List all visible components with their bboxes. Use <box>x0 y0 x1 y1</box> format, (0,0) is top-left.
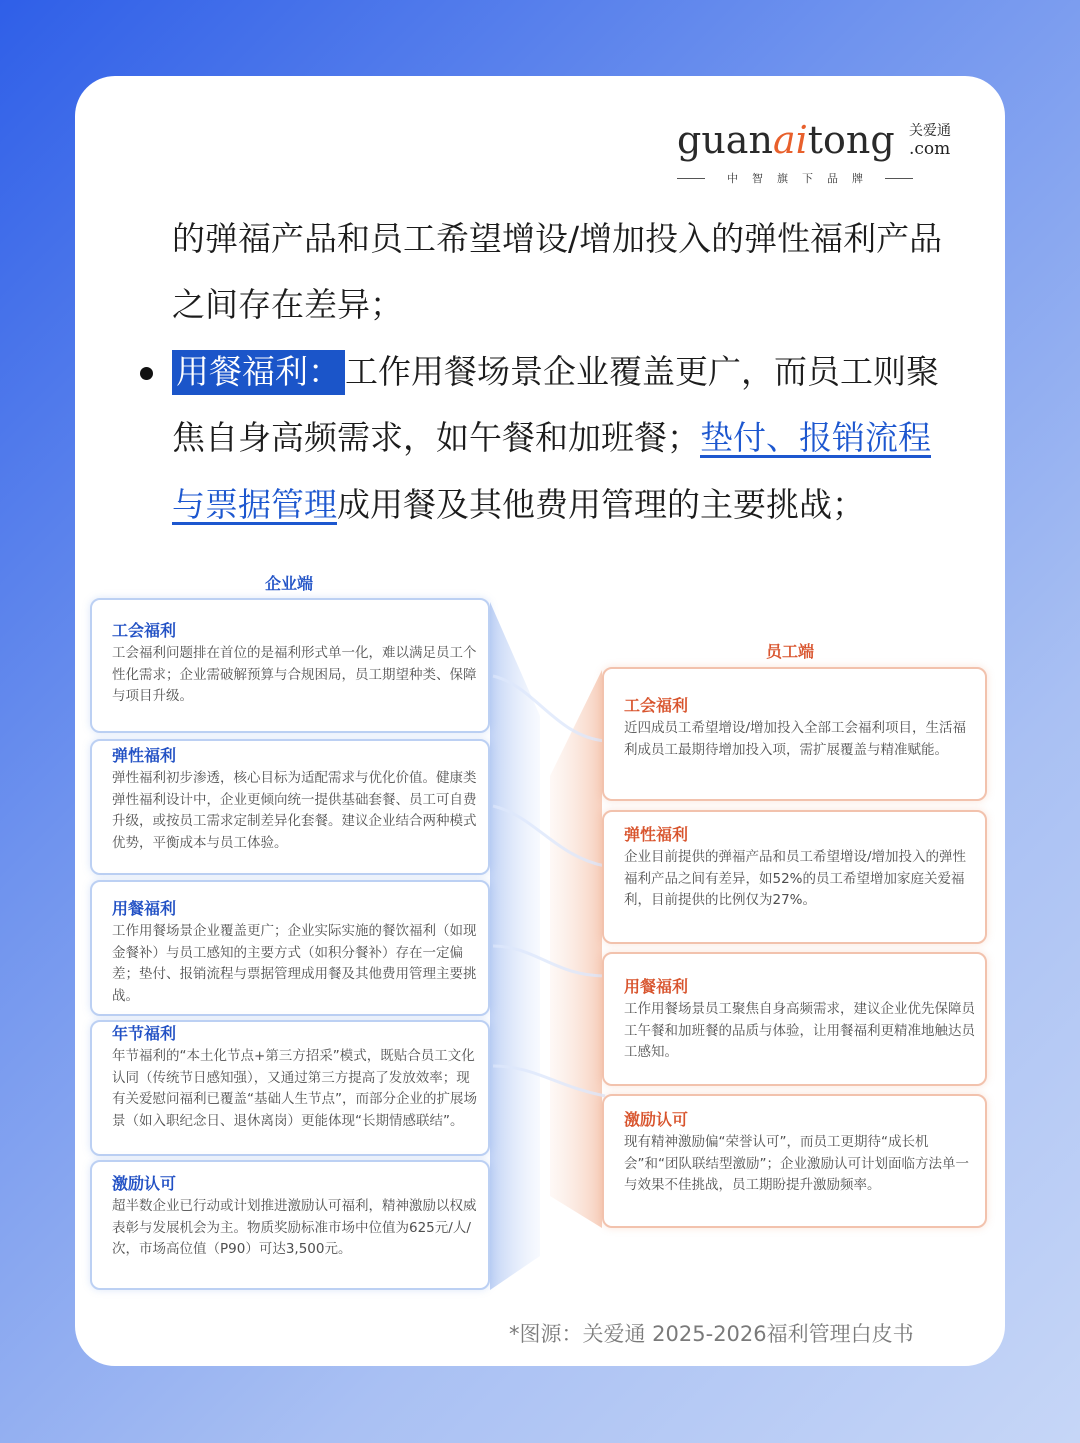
comparison-diagram <box>75 76 1005 1366</box>
box-text: 年节福利的“本土化节点+第三方招采”模式，既贴合员工文化认同（传统节日感知强），又通过第三方提高了发放效率；现有关爱慰问福利已覆盖“基础人生节点”，而部分企业的扩展场景（如入职纪念日、退休离岗）更能体现“长期情感联结”。 <box>112 1048 477 1129</box>
enterprise-box-meal <box>90 880 490 1016</box>
logo-word-suffix: tong <box>807 118 895 162</box>
source-caption: *图源：关爱通 2025-2026福利管理白皮书 <box>509 1322 914 1346</box>
content-card <box>75 76 1005 1366</box>
enterprise-column-title: 企业端 <box>265 574 314 593</box>
box-title: 弹性福利 <box>112 746 177 765</box>
box-title: 工会福利 <box>112 621 177 640</box>
employee-box-union <box>602 667 987 801</box>
box-title: 用餐福利 <box>624 977 689 996</box>
body-line-4-text: 焦自身高频需求，如午餐和加班餐； <box>172 418 700 457</box>
box-text: 现有精神激励偏“荣誉认可”，而员工更期待“成长机会”和“团队联结型激励”；企业激励认可计划面临方法单一与效果不佳挑战，员工期盼提升激励频率。 <box>624 1134 969 1193</box>
underlined-phrase-2: 与票据管理 <box>172 485 337 524</box>
box-title: 弹性福利 <box>624 825 689 844</box>
box-title: 用餐福利 <box>112 899 177 918</box>
box-text: 企业目前提供的弹福产品和员工希望增设/增加投入的弹性福利产品之间有差异，如52%的员工希望增加家庭关爱福利，目前提供的比例仅为27%。 <box>624 849 967 908</box>
box-title: 年节福利 <box>112 1024 177 1043</box>
logo-cn-name: 关爱通 <box>909 123 951 139</box>
body-line-1: 的弹福产品和员工希望增设/增加投入的弹性福利产品 <box>172 219 943 258</box>
box-text: 工会福利问题排在首位的是福利形式单一化，难以满足员工个性化需求；企业需破解预算与合规困局，员工期望种类、保障与项目升级。 <box>112 645 477 704</box>
employee-box-flexible <box>602 810 987 944</box>
logo-com: .com <box>909 139 951 159</box>
box-text: 工作用餐场景企业覆盖更广；企业实际实施的餐饮福利（如现金餐补）与员工感知的主要方式（如积分餐补）存在一定偏差；垫付、报销流程与票据管理成用餐及其他费用管理主要挑战。 <box>112 923 477 1004</box>
employee-box-meal <box>602 952 987 1086</box>
employee-column-title: 员工端 <box>766 642 815 661</box>
enterprise-box-recognition <box>90 1160 490 1290</box>
box-title: 工会福利 <box>624 696 689 715</box>
box-text: 工作用餐场景员工聚焦自身高频需求，建议企业优先保障员工午餐和加班餐的品质与体验，让用餐福利更精准地触达员工感知。 <box>624 1001 975 1060</box>
body-line-5-text: 成用餐及其他费用管理的主要挑战； <box>337 485 865 524</box>
underlined-phrase-1: 垫付、报销流程 <box>700 418 931 457</box>
box-title: 激励认可 <box>112 1174 177 1193</box>
body-line-3-rest: 工作用餐场景企业覆盖更广，而员工则聚 <box>345 352 939 391</box>
logo-word-ai: ai <box>772 118 808 162</box>
enterprise-box-union <box>90 598 490 733</box>
logo-word-prefix: guan <box>677 118 773 162</box>
body-line-2: 之间存在差异； <box>172 285 403 324</box>
box-text: 近四成员工希望增设/增加投入全部工会福利项目，生活福利成员工最期待增加投入项，需扩展覆盖与精准赋能。 <box>624 720 967 758</box>
box-title: 激励认可 <box>624 1110 689 1129</box>
enterprise-box-flexible <box>90 739 490 875</box>
logo-subtitle-text: 中智旗下品牌 <box>727 172 877 185</box>
employee-box-recognition <box>602 1094 987 1228</box>
employee-connector <box>550 670 602 1228</box>
enterprise-box-festival <box>90 1020 490 1156</box>
box-text: 弹性福利初步渗透，核心目标为适配需求与优化价值。健康类弹性福利设计中，企业更倾向统一提供基础套餐、员工可自费升级，或按员工需求定制差异化套餐。建议企业结合两种模式优势，平衡成本与员工体验。 <box>112 770 477 851</box>
box-text: 超半数企业已行动或计划推进激励认可福利，精神激励以权威表彰与发展机会为主。物质奖励标准市场中位值为625元/人/次，市场高位值（P90）可达3,500元。 <box>112 1198 477 1257</box>
highlight-label: 用餐福利： <box>172 350 345 395</box>
